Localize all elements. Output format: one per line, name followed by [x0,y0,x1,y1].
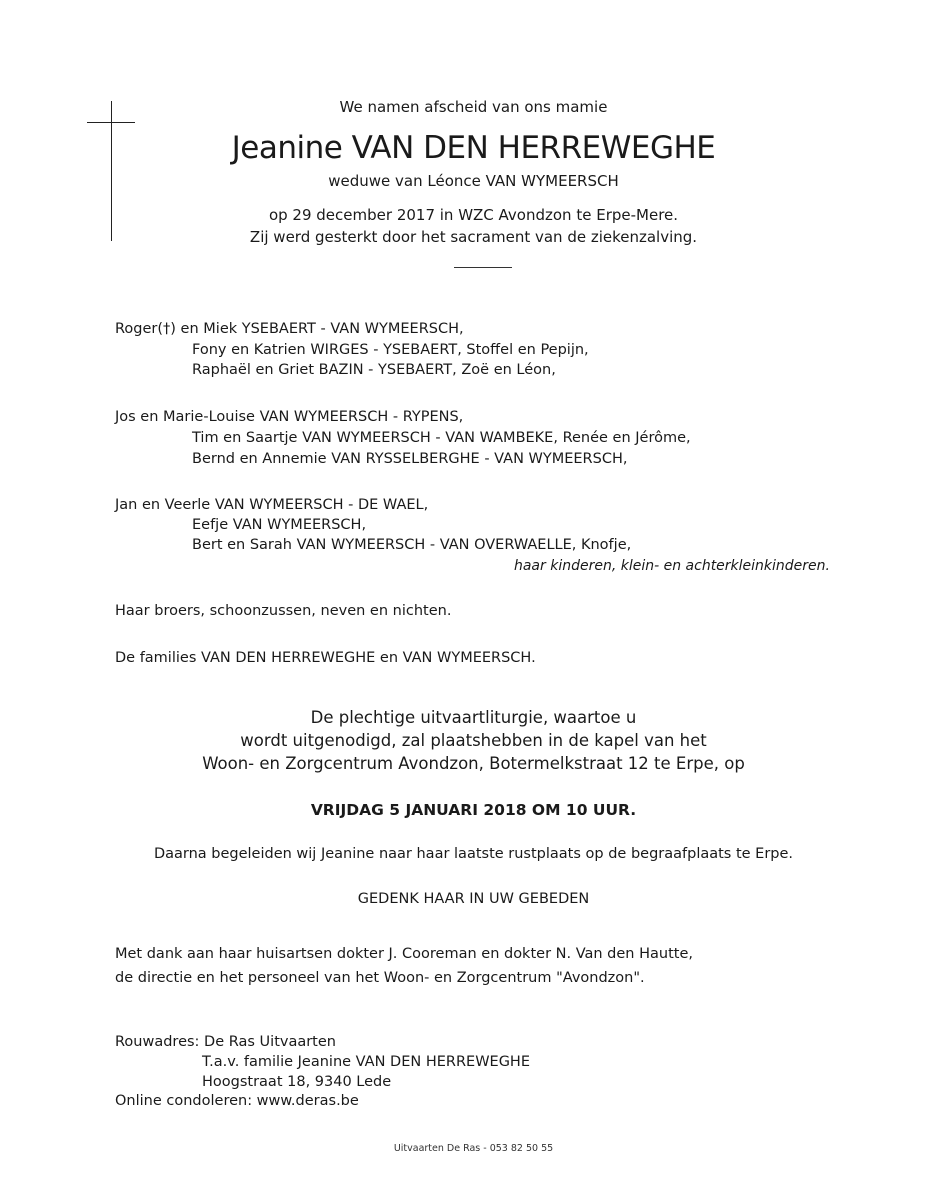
service-datetime: VRIJDAG 5 JANUARI 2018 OM 10 UUR. [310,801,637,819]
burial-note: Daarna begeleiden wij Jeanine naar haar laatste rustplaats op de begraafplaats te Erpe. [153,846,794,862]
family-group3-member: Bert en Sarah VAN WYMEERSCH - VAN OVERWAELLE, Knofje, [192,537,632,553]
widow-of: weduwe van Léonce VAN WYMEERSCH [328,172,619,190]
liturgy-line: Woon- en Zorgcentrum Avondzon, Botermelkstraat 12 te Erpe, op [202,754,745,773]
liturgy-line: De plechtige uitvaartliturgie, waartoe u [310,708,637,727]
family-group2-member: Bernd en Annemie VAN RYSSELBERGHE - VAN WYMEERSCH, [192,451,628,467]
siblings-line: Haar broers, schoonzussen, neven en nichten. [115,603,452,619]
family-group2-member: Tim en Saartje VAN WYMEERSCH - VAN WAMBEKE, Renée en Jérôme, [192,430,691,446]
sacrament-note: Zij werd gesterkt door het sacrament van de ziekenzalving. [249,228,698,246]
family-group3-member: Eefje VAN WYMEERSCH, [192,517,367,533]
family-group1-head: Roger(†) en Miek YSEBAERT - VAN WYMEERSCH, [115,321,464,337]
family-group1-member: Raphaël en Griet BAZIN - YSEBAERT, Zoë en Léon, [192,362,556,378]
address-street: Hoogstraat 18, 9340 Lede [202,1074,392,1090]
address-attn: T.a.v. familie Jeanine VAN DEN HERREWEGHE [202,1054,530,1070]
remember-line: GEDENK HAAR IN UW GEBEDEN [357,891,590,907]
divider [454,267,512,268]
deceased-name: Jeanine VAN DEN HERREWEGHE [231,130,716,166]
relation-note: haar kinderen, klein- en achterkleinkinderen. [513,558,830,574]
family-group2-head: Jos en Marie-Louise VAN WYMEERSCH - RYPENS, [115,409,464,425]
thanks-line: de directie en het personeel van het Woon- en Zorgcentrum "Avondzon". [115,970,645,986]
cross-horizontal [87,122,135,123]
families-line: De families VAN DEN HERREWEGHE en VAN WYMEERSCH. [115,650,536,666]
address-label: Rouwadres: De Ras Uitvaarten [115,1034,336,1050]
family-group3-head: Jan en Veerle VAN WYMEERSCH - DE WAEL, [115,497,429,513]
intro-text: We namen afscheid van ons mamie [339,98,608,116]
thanks-line: Met dank aan haar huisartsen dokter J. Cooreman en dokter N. Van den Hautte, [115,946,693,962]
liturgy-line: wordt uitgenodigd, zal plaatshebben in de kapel van het [240,731,707,750]
footer-text: Uitvaarten De Ras - 053 82 50 55 [393,1143,554,1154]
family-group1-member: Fony en Katrien WIRGES - YSEBAERT, Stoffel en Pepijn, [192,342,589,358]
online-condolence: Online condoleren: www.deras.be [115,1093,359,1109]
date-place: op 29 december 2017 in WZC Avondzon te Erpe-Mere. [268,206,679,224]
